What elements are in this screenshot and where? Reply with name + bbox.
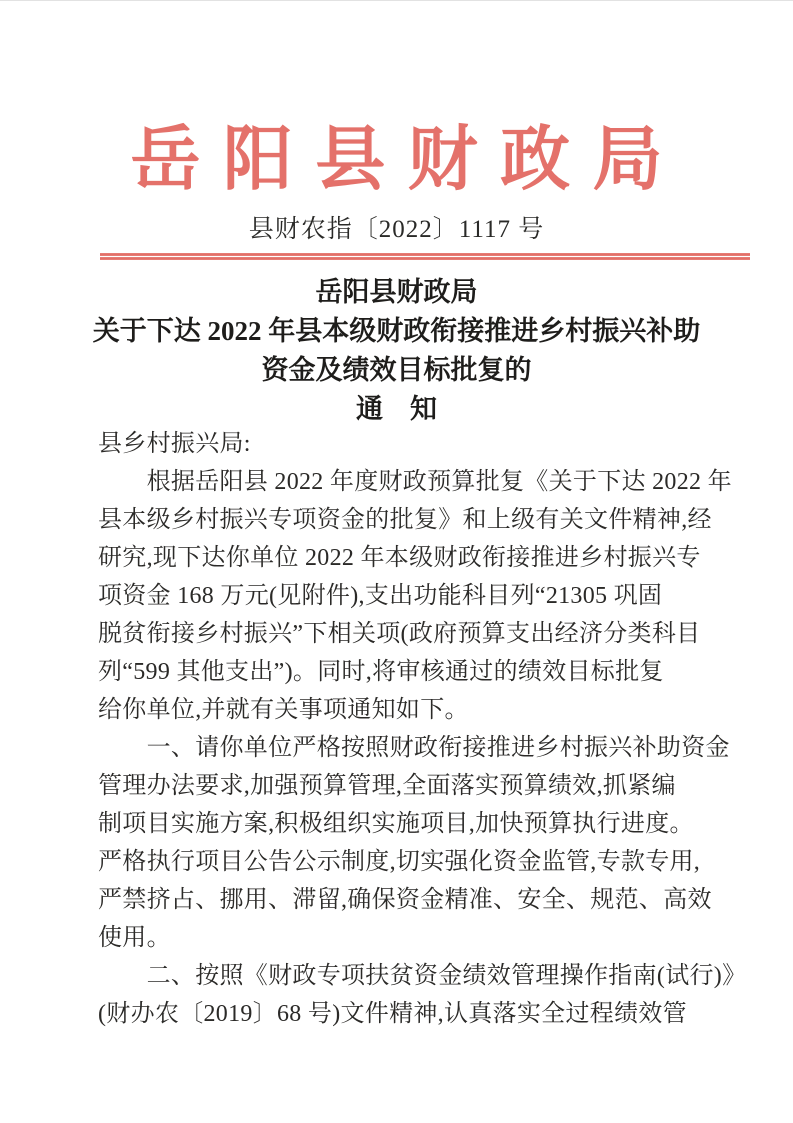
document-body-line: 根据岳阳县 2022 年度财政预算批复《关于下达 2022 年 [98,469,732,495]
document-body-line: 列“599 其他支出”)。同时,将审核通过的绩效目标批复 [98,659,664,685]
document-body-line: 研究,现下达你单位 2022 年本级财政衔接推进乡村振兴专 [98,545,701,571]
document-title-line: 岳阳县财政局 [315,277,478,307]
document-body-line: 一、请你单位严格按照财政衔接推进乡村振兴补助资金 [98,735,730,761]
document-title [0,273,793,429]
red-divider-line [100,253,750,260]
document-body-line: 给你单位,并就有关事项通知如下。 [98,697,469,723]
document-title-line: 资金及绩效目标批复的 [261,355,532,385]
document-reference-number: 县财农指〔2022〕1117 号 [248,216,545,243]
document-title-line: 关于下达 2022 年县本级财政衔接推进乡村振兴补助 [92,316,701,346]
document-title-line: 通 知 [356,394,437,424]
document-body-line: 脱贫衔接乡村振兴”下相关项(政府预算支出经济分类科目 [98,621,701,647]
document-body-line: 县本级乡村振兴专项资金的批复》和上级有关文件精神,经 [98,507,712,533]
document-body-line: 管理办法要求,加强预算管理,全面落实预算绩效,抓紧编 [98,773,676,799]
document-body-line: 严禁挤占、挪用、滞留,确保资金精准、安全、规范、高效 [98,887,712,913]
document-body-line: 县乡村振兴局: [98,431,251,457]
document-body-line: 项资金 168 万元(见附件),支出功能科目列“21305 巩固 [98,583,663,609]
document-body-line: 制项目实施方案,积极组织实施项目,加快预算执行进度。 [98,811,694,837]
agency-letterhead-title: 岳阳县财政局 [130,122,685,199]
document-body-line: 严格执行项目公告公示制度,切实强化资金监管,专款专用, [98,849,701,875]
document-body-line: 使用。 [98,925,171,951]
document-body-line: 二、按照《财政专项扶贫资金绩效管理操作指南(试行)》 [98,963,747,989]
document-body-line: (财办农〔2019〕68 号)文件精神,认真落实全过程绩效管 [98,1001,687,1027]
document-body [98,425,753,1033]
